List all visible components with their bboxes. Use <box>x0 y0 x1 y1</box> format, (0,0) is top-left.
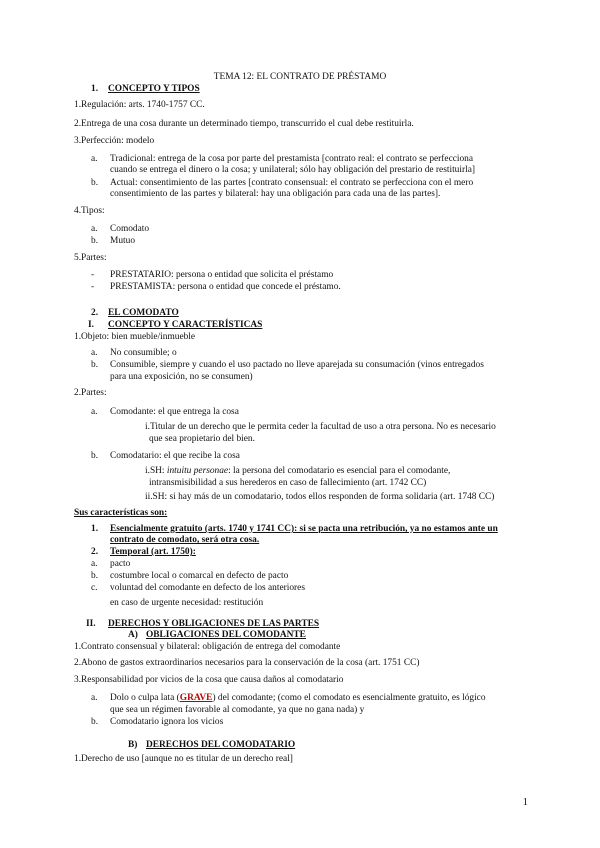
parte-prestatario: PRESTATARIO: persona o entidad que solicita el préstamo <box>110 270 334 280</box>
marker-c: c. <box>91 583 98 593</box>
subsection-a-heading: OBLIGACIONES DEL COMODANTE <box>146 630 306 640</box>
caracteristicas-heading: Sus características son: <box>74 508 168 518</box>
doc-title: TEMA 12: EL CONTRATO DE PRÉSTAMO <box>213 72 387 82</box>
marker-b: b. <box>91 236 99 246</box>
temporal-d: en caso de urgente necesidad: restitución <box>110 598 264 608</box>
obligacion-3-a-prefix: Dolo o culpa lata ( <box>110 693 180 703</box>
obligacion-3-a-suffix: ) del comodante; (como el comodato es esencialmente gratuito, es lógico <box>212 693 486 703</box>
section-1-heading: CONCEPTO Y TIPOS <box>108 84 200 94</box>
para-tipos: 4.Tipos: <box>74 206 105 216</box>
derecho-1: 1.Derecho de uso [aunque no es titular de un derecho real] <box>74 754 293 764</box>
marker-b: b. <box>91 360 99 370</box>
para-objeto: 1.Objeto: bien mueble/inmueble <box>74 332 196 342</box>
caracteristica-1-line-2: contrato de comodato, será otra cosa. <box>110 535 260 545</box>
obligacion-2: 2.Abono de gastos extraordinarios necesarios para la conservación de la cosa (art. 1751 CC) <box>74 658 420 668</box>
subsection-b-letter: B) <box>128 740 138 750</box>
intuitu-personae: intuitu personae <box>166 466 229 476</box>
comodatario: Comodatario: el que recibe la cosa <box>110 451 240 461</box>
obligacion-1: 1.Contrato consensual y bilateral: obligación de entrega del comodante <box>74 642 341 652</box>
comodante: Comodante: el que entrega la cosa <box>110 407 239 417</box>
para-perfeccion: 3.Perfección: modelo <box>74 136 155 146</box>
marker-b: b. <box>91 571 99 581</box>
marker-b: b. <box>91 178 99 188</box>
dash-bullet: - <box>91 270 95 280</box>
comodatario-i-line-1 <box>145 466 450 477</box>
temporal-a: pacto <box>110 559 131 569</box>
comodatario-i-prefix: i.SH: <box>145 466 165 476</box>
comodatario-ii: ii.SH: si hay más de un comodatario, todos ellos responden de forma solidaria (art. 1748 CC) <box>145 492 495 502</box>
marker-a: a. <box>91 154 98 164</box>
comodante-i-line-2: que sea propietario del bien. <box>149 434 255 444</box>
parte-prestamista: PRESTAMISTA: persona o entidad que concede el préstamo. <box>110 282 341 292</box>
caracteristica-1-line-1: Esencialmente gratuito (arts. 1740 y 1741 CC): si se pacta una retribución, ya no estamos ante un <box>110 524 498 534</box>
objeto-a: No consumible; o <box>110 348 177 358</box>
marker-a: a. <box>91 224 98 234</box>
caracteristica-2: Temporal (art. 1750): <box>110 547 196 557</box>
comodatario-i-suffix: : la persona del comodatario es esencial para el comodante, <box>228 466 451 476</box>
section-2-number: 2. <box>91 308 99 318</box>
section-1-number: 1. <box>91 84 99 94</box>
obligacion-3: 3.Responsabilidad por vicios de la cosa que causa daños al comodatario <box>74 675 344 685</box>
marker-a: a. <box>91 348 98 358</box>
subsection-b-heading: DERECHOS DEL COMODATARIO <box>146 740 296 750</box>
tipo-mutuo: Mutuo <box>110 236 136 246</box>
obligacion-3-a-line-1 <box>110 693 486 704</box>
page-number: 1 <box>522 797 528 808</box>
temporal-c: voluntad del comodante en defecto de los anteriores <box>110 583 305 593</box>
para-partes: 5.Partes: <box>74 253 107 263</box>
subsection-i-number: I. <box>88 320 94 330</box>
marker-a: a. <box>91 407 98 417</box>
objeto-b-line-2: para una exposición, no se consumen) <box>110 372 253 382</box>
caracteristica-2-number: 2. <box>91 547 99 557</box>
marker-a: a. <box>91 693 98 703</box>
subsection-i-heading: CONCEPTO Y CARACTERÍSTICAS <box>108 320 263 330</box>
dash-bullet: - <box>91 282 95 292</box>
marker-b: b. <box>91 717 99 727</box>
obligacion-3-a-line-2: que sea un régimen favorable al comodante, ya que no gana nada) y <box>110 705 365 715</box>
objeto-b-line-1: Consumible, siempre y cuando el uso pactado no lleve aparejada su consumación (vinos entregados <box>110 360 484 370</box>
perf-a-line-2: cuando se entrega el dinero o la cosa; y unilateral; sólo hay obligación del prestario de restituirla] <box>110 165 475 175</box>
subsection-ii-heading: DERECHOS Y OBLIGACIONES DE LAS PARTES <box>108 619 320 629</box>
perf-b-line-2: consentimiento de las partes y bilateral: hay una obligación para cada una de las partes]. <box>110 189 441 199</box>
section-2-heading: EL COMODATO <box>108 308 179 318</box>
para-regulacion: 1.Regulación: arts. 1740-1757 CC. <box>74 100 205 110</box>
comodatario-i-line-2: intransmisibilidad a sus herederos en caso de fallecimiento (art. 1742 CC) <box>149 478 427 488</box>
perf-a-line-1: Tradicional: entrega de la cosa por parte del prestamista [contrato real: el contrato se perfecciona <box>110 154 474 164</box>
tipo-comodato: Comodato <box>110 224 150 234</box>
para-partes-comodato: 2.Partes: <box>74 388 107 398</box>
comodante-i-line-1: i.Titular de un derecho que le permita ceder la facultad de uso a otra persona. No es necesario <box>145 422 496 432</box>
perf-b-line-1: Actual: consentimiento de las partes [contrato consensual: el contrato se perfecciona con el mero <box>110 178 474 188</box>
marker-b: b. <box>91 451 99 461</box>
subsection-a-letter: A) <box>128 630 138 640</box>
subsection-ii-number: II. <box>86 619 96 629</box>
temporal-b: costumbre local o comarcal en defecto de pacto <box>110 571 289 581</box>
obligacion-3-b: Comodatario ignora los vicios <box>110 717 224 727</box>
marker-a: a. <box>91 559 98 569</box>
grave-highlight: GRAVE <box>179 693 213 703</box>
para-entrega: 2.Entrega de una cosa durante un determinado tiempo, transcurrido el cual debe restituirla. <box>74 119 414 129</box>
caracteristica-1-number: 1. <box>91 524 99 534</box>
